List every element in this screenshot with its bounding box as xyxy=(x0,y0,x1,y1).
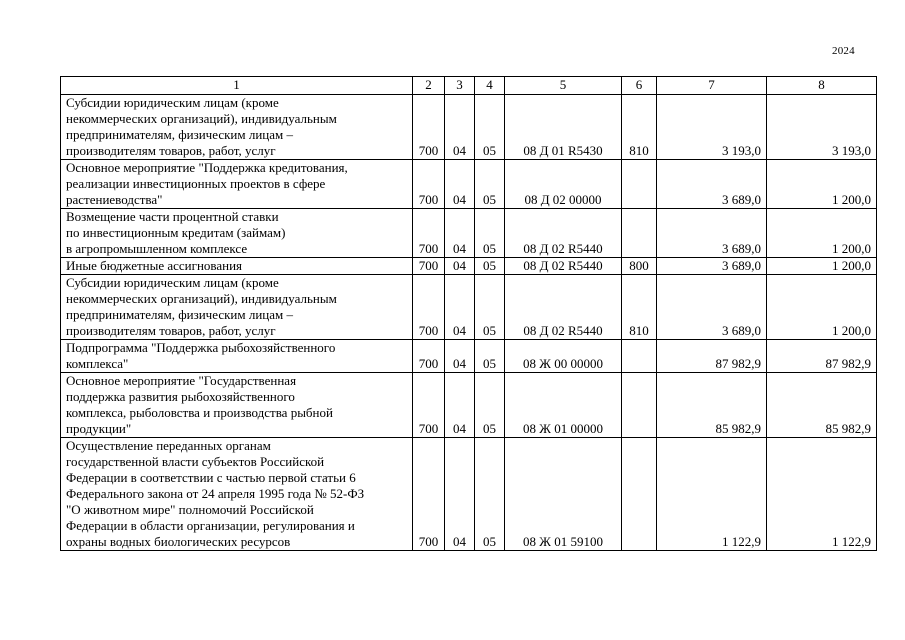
section-code: 04 xyxy=(445,275,475,340)
column-header: 8 xyxy=(767,77,877,95)
column-header: 4 xyxy=(475,77,505,95)
subsection-code: 05 xyxy=(475,373,505,438)
subsection-code: 05 xyxy=(475,209,505,258)
table-row xyxy=(61,160,877,209)
expense-type-code: 810 xyxy=(622,95,657,160)
subsection-code: 05 xyxy=(475,275,505,340)
amount-col7: 3 689,0 xyxy=(657,258,767,275)
table-row xyxy=(61,275,877,340)
ministry-code: 700 xyxy=(413,373,445,438)
item-name: Возмещение части процентной ставки по инвестиционным кредитам (займам) в агропромышленном комплексе xyxy=(61,209,413,258)
target-article-code: 08 Д 02 R5440 xyxy=(505,209,622,258)
amount-col7: 3 689,0 xyxy=(657,275,767,340)
amount-col8: 1 200,0 xyxy=(767,275,877,340)
amount-col8: 1 200,0 xyxy=(767,160,877,209)
table-row xyxy=(61,258,877,275)
section-code: 04 xyxy=(445,438,475,551)
table-row xyxy=(61,209,877,258)
target-article-code: 08 Д 02 R5440 xyxy=(505,275,622,340)
ministry-code: 700 xyxy=(413,340,445,373)
amount-col7: 87 982,9 xyxy=(657,340,767,373)
ministry-code: 700 xyxy=(413,438,445,551)
column-number-row xyxy=(61,77,877,95)
section-code: 04 xyxy=(445,373,475,438)
subsection-code: 05 xyxy=(475,340,505,373)
item-name: Осуществление переданных органам государственной власти субъектов Российской Федерации в соответствии с частью первой статьи 6 Федерального закона от 24 апреля 1995 года № 52-ФЗ "О животном мире" полномочий Российской Федерации в области организации, регулирования и охраны водных биологических ресурсов xyxy=(61,438,413,551)
target-article-code: 08 Д 02 R5440 xyxy=(505,258,622,275)
ministry-code: 700 xyxy=(413,209,445,258)
section-code: 04 xyxy=(445,160,475,209)
expense-type-code xyxy=(622,340,657,373)
amount-col7: 3 689,0 xyxy=(657,160,767,209)
amount-col7: 1 122,9 xyxy=(657,438,767,551)
ministry-code: 700 xyxy=(413,258,445,275)
target-article-code: 08 Ж 01 59100 xyxy=(505,438,622,551)
amount-col7: 85 982,9 xyxy=(657,373,767,438)
column-header: 6 xyxy=(622,77,657,95)
column-header: 7 xyxy=(657,77,767,95)
ministry-code: 700 xyxy=(413,95,445,160)
column-header: 2 xyxy=(413,77,445,95)
section-code: 04 xyxy=(445,95,475,160)
expense-type-code: 800 xyxy=(622,258,657,275)
table-row xyxy=(61,438,877,551)
expense-type-code xyxy=(622,373,657,438)
expense-type-code xyxy=(622,438,657,551)
amount-col8: 1 122,9 xyxy=(767,438,877,551)
amount-col8: 85 982,9 xyxy=(767,373,877,438)
item-name: Субсидии юридическим лицам (кроме некоммерческих организаций), индивидуальным предпринимателям, физическим лицам – производителям товаров, работ, услуг xyxy=(61,275,413,340)
ministry-code: 700 xyxy=(413,160,445,209)
amount-col8: 87 982,9 xyxy=(767,340,877,373)
expense-type-code xyxy=(622,209,657,258)
target-article-code: 08 Ж 00 00000 xyxy=(505,340,622,373)
amount-col8: 1 200,0 xyxy=(767,258,877,275)
target-article-code: 08 Д 02 00000 xyxy=(505,160,622,209)
item-name: Основное мероприятие "Государственная поддержка развития рыбохозяйственного комплекса, рыболовства и производства рыбной продукции" xyxy=(61,373,413,438)
column-header: 1 xyxy=(61,77,413,95)
item-name: Иные бюджетные ассигнования xyxy=(61,258,413,275)
column-header: 3 xyxy=(445,77,475,95)
subsection-code: 05 xyxy=(475,95,505,160)
column-header: 5 xyxy=(505,77,622,95)
item-name: Субсидии юридическим лицам (кроме некоммерческих организаций), индивидуальным предпринимателям, физическим лицам – производителям товаров, работ, услуг xyxy=(61,95,413,160)
section-code: 04 xyxy=(445,258,475,275)
page-number: 2024 xyxy=(832,45,855,57)
item-name: Основное мероприятие "Поддержка кредитования, реализации инвестиционных проектов в сфере растениеводства" xyxy=(61,160,413,209)
ministry-code: 700 xyxy=(413,275,445,340)
amount-col8: 1 200,0 xyxy=(767,209,877,258)
target-article-code: 08 Ж 01 00000 xyxy=(505,373,622,438)
subsection-code: 05 xyxy=(475,438,505,551)
expense-type-code xyxy=(622,160,657,209)
table-row xyxy=(61,95,877,160)
budget-table xyxy=(60,76,877,551)
amount-col7: 3 193,0 xyxy=(657,95,767,160)
target-article-code: 08 Д 01 R5430 xyxy=(505,95,622,160)
amount-col7: 3 689,0 xyxy=(657,209,767,258)
subsection-code: 05 xyxy=(475,258,505,275)
subsection-code: 05 xyxy=(475,160,505,209)
section-code: 04 xyxy=(445,340,475,373)
section-code: 04 xyxy=(445,209,475,258)
amount-col8: 3 193,0 xyxy=(767,95,877,160)
item-name: Подпрограмма "Поддержка рыбохозяйственного комплекса" xyxy=(61,340,413,373)
expense-type-code: 810 xyxy=(622,275,657,340)
table-row xyxy=(61,373,877,438)
table-row xyxy=(61,340,877,373)
